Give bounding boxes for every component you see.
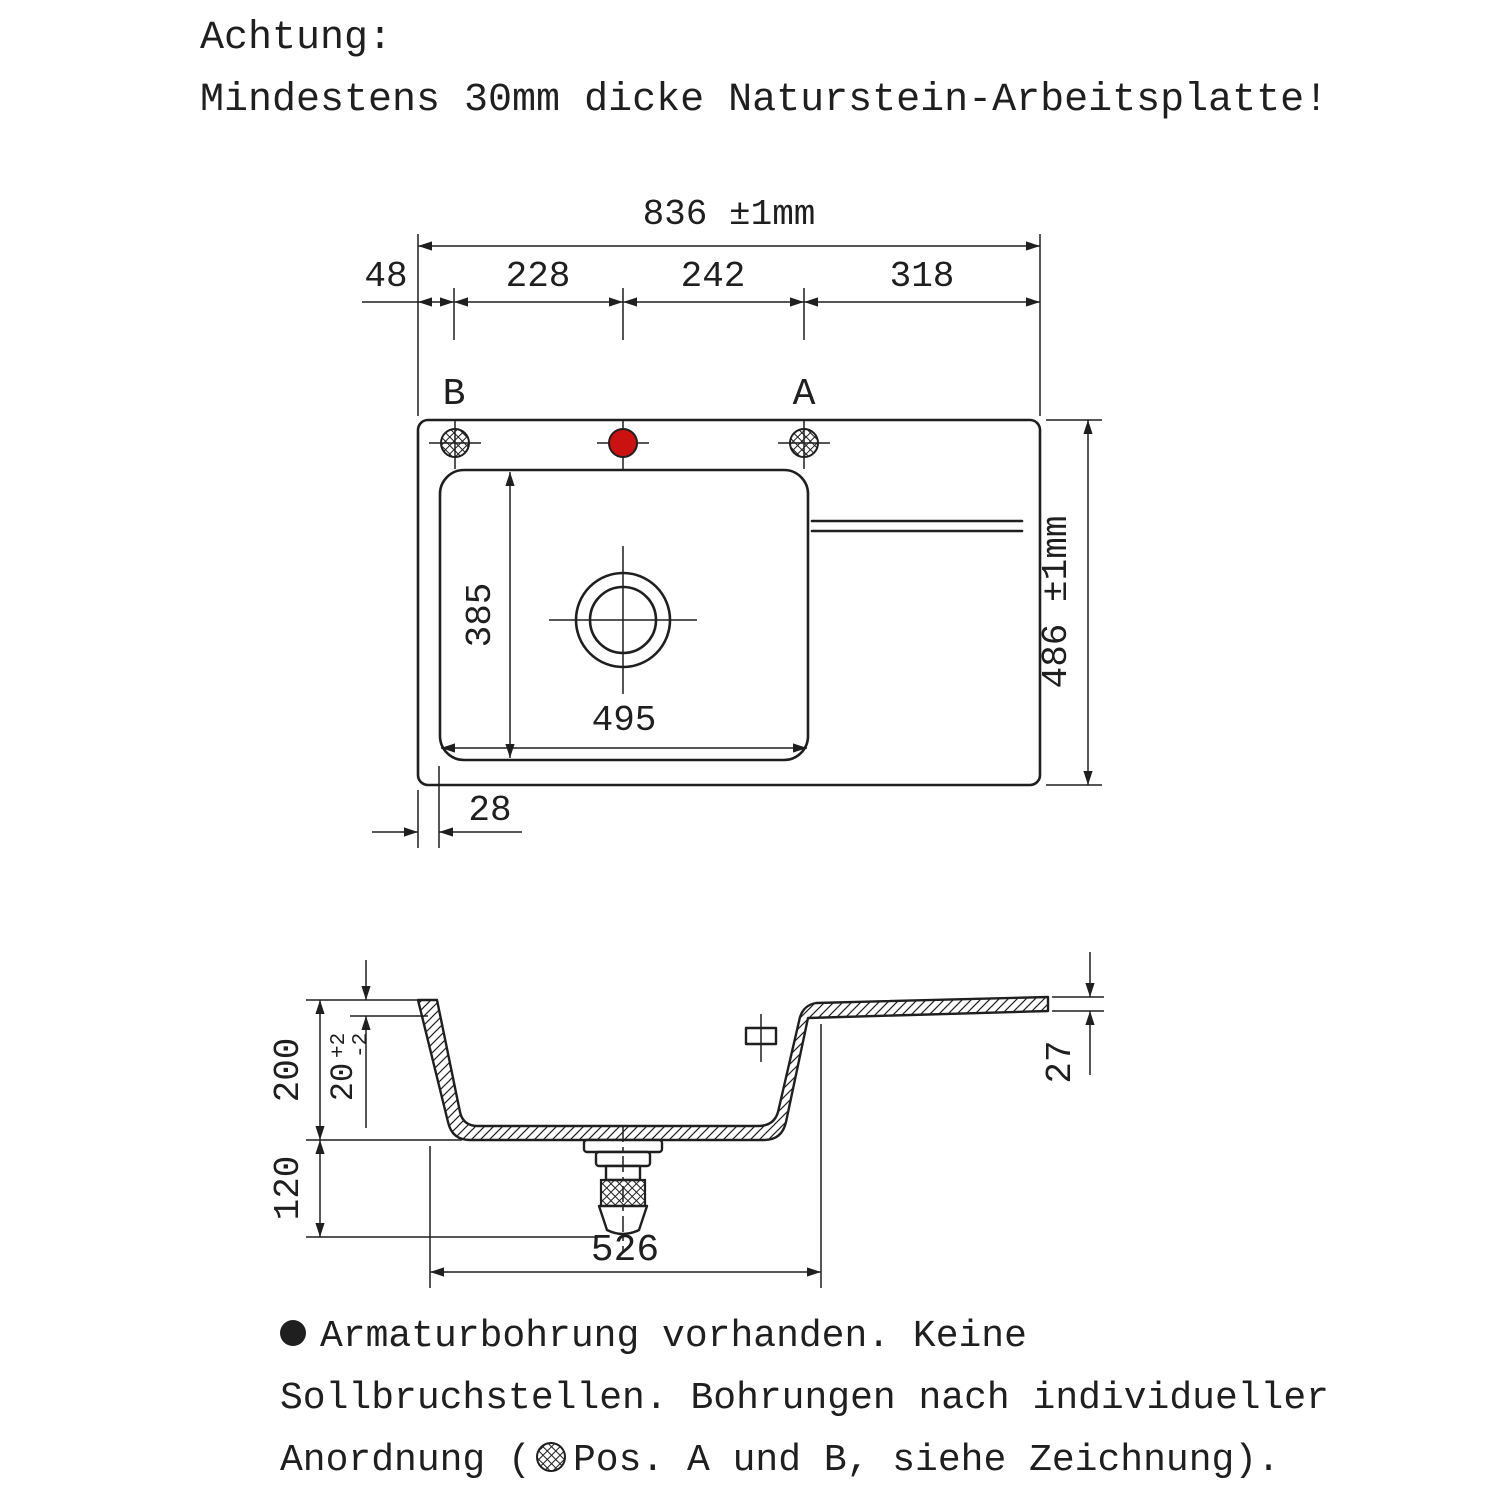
arrowhead — [361, 1016, 370, 1030]
dimension-basin-length — [441, 700, 807, 753]
note-text-1: Armaturbohrung vorhanden. Keine — [320, 1315, 1027, 1358]
sink-outline — [418, 420, 1040, 785]
header-warning — [200, 16, 1328, 123]
arrowhead — [807, 1267, 821, 1276]
position-label-a: A — [792, 373, 816, 416]
drill-symbol-icon — [537, 1443, 565, 1471]
arrowhead — [430, 1267, 444, 1276]
warning-subtitle: Mindestens 30mm dicke Naturstein-Arbeitsplatte! — [200, 78, 1329, 123]
faucet-hole-icon — [609, 429, 637, 457]
dim-text-seg1: 48 — [364, 256, 408, 297]
footnotes — [280, 1315, 1329, 1482]
dimension-drain-height — [268, 1140, 598, 1237]
arrowhead — [1083, 420, 1092, 434]
dim-text-overall-width: 836 ±1mm — [642, 194, 816, 235]
arrowhead — [1026, 241, 1040, 250]
arrowhead — [418, 241, 432, 250]
dimension-chain — [362, 256, 1040, 340]
arrowhead — [454, 297, 468, 306]
warning-title: Achtung: — [200, 16, 393, 61]
arrowhead — [440, 297, 454, 306]
dim-text-board-thickness: 27 — [1040, 1040, 1081, 1084]
extension-lines — [1052, 997, 1104, 1011]
drill-position-b — [429, 419, 481, 469]
dim-text-drain-height: 120 — [268, 1155, 309, 1221]
dimension-overall-height — [1036, 420, 1102, 785]
dim-text-rim-nominal: 20 — [325, 1062, 362, 1102]
dimension-overall-width — [418, 194, 1040, 416]
arrowhead — [505, 472, 514, 486]
dimension-basin-depth — [460, 472, 515, 758]
dim-text-seg3: 242 — [680, 256, 746, 297]
arrowhead — [609, 297, 623, 306]
drainboard-grooves — [812, 521, 1022, 531]
section-view — [268, 952, 1104, 1288]
arrowhead — [315, 1126, 324, 1140]
dim-text-basin-depth: 385 — [460, 582, 501, 648]
dim-text-rim-tol-minus: -2 — [350, 1032, 373, 1058]
filled-bullet-icon — [280, 1320, 306, 1346]
arrowhead — [1085, 1011, 1094, 1025]
arrowhead — [1083, 771, 1092, 785]
dim-text-edge-offset: 28 — [468, 790, 512, 831]
dim-text-basin-length: 495 — [591, 700, 657, 741]
arrowhead — [790, 297, 804, 306]
section-profile — [418, 997, 1048, 1140]
dim-text-rim-tol-plus: +2 — [328, 1032, 351, 1058]
centerline-cross — [549, 546, 697, 694]
arrowhead — [1085, 983, 1094, 997]
drill-hole-a-icon — [790, 429, 818, 457]
arrowhead — [441, 743, 455, 752]
arrowhead — [418, 297, 432, 306]
arrowhead — [505, 744, 514, 758]
dimension-board-thickness — [1040, 952, 1104, 1084]
note-line-1 — [280, 1315, 1027, 1358]
arrowhead — [623, 297, 637, 306]
drain-outlet — [549, 546, 697, 694]
arrowhead — [793, 743, 807, 752]
dimension-rim-tolerance — [325, 960, 428, 1128]
mounting-clip — [746, 1014, 776, 1062]
faucet-hole — [597, 419, 649, 469]
dim-text-seg4: 318 — [889, 256, 955, 297]
position-label-b: B — [442, 373, 466, 416]
note-text-3-prefix: Anordnung ( — [280, 1439, 531, 1482]
dim-text-bowl-depth: 200 — [268, 1037, 309, 1103]
top-view — [362, 194, 1102, 848]
dimension-edge-offset — [372, 766, 522, 848]
note-line-3 — [280, 1439, 1280, 1482]
arrowhead — [315, 1000, 324, 1014]
arrowhead — [1026, 297, 1040, 306]
arrowhead — [315, 1140, 324, 1154]
drill-position-a — [778, 419, 830, 469]
arrowhead — [439, 827, 453, 836]
drill-hole-b-icon — [441, 429, 469, 457]
arrowhead — [804, 297, 818, 306]
arrowhead — [404, 827, 418, 836]
arrowhead — [315, 1223, 324, 1237]
dim-text-seg2: 228 — [505, 256, 571, 297]
arrowhead — [361, 986, 370, 1000]
dim-text-overall-height: 486 ±1mm — [1036, 515, 1077, 689]
note-line-2: Sollbruchstellen. Bohrungen nach individueller — [280, 1377, 1329, 1420]
dim-text-bowl-width: 526 — [590, 1229, 660, 1272]
extension-lines — [418, 766, 439, 848]
note-text-3-suffix: Pos. A und B, siehe Zeichnung). — [573, 1439, 1280, 1482]
